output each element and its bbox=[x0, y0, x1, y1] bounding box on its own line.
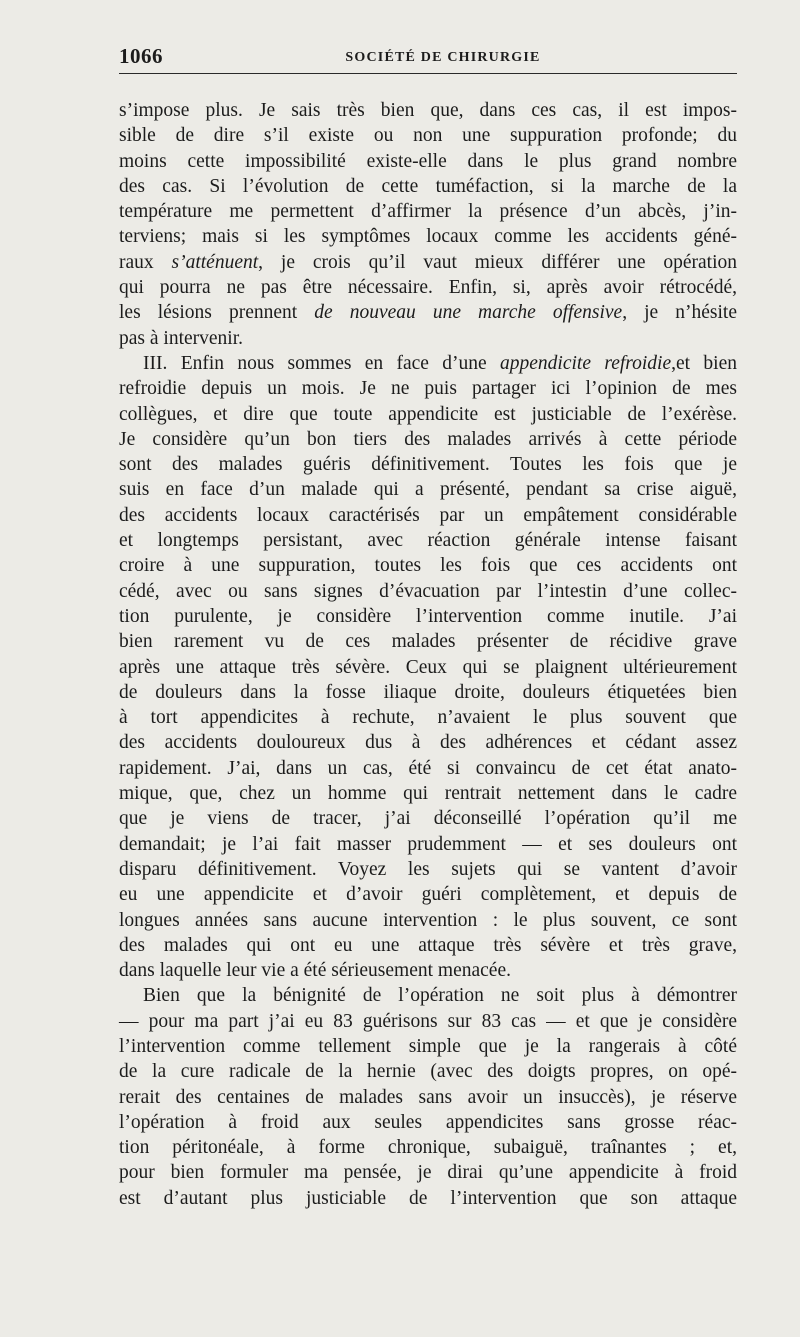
text-line bbox=[119, 1009, 737, 1034]
text-line bbox=[119, 579, 737, 604]
italic-run: appendicite refroidie bbox=[500, 352, 672, 374]
text-run: de douleurs dans la fosse iliaque droite, douleurs étiquetées bien bbox=[119, 681, 737, 703]
italic-run: de nouveau une marche offensive bbox=[314, 302, 623, 324]
text-run: est d’autant plus justiciable de l’intervention que son attaque bbox=[119, 1187, 737, 1209]
text-run: III. Enfin nous sommes en face d’une bbox=[143, 352, 501, 374]
text-line bbox=[119, 832, 737, 857]
text-run: pour bien formuler ma pensée, je dirai qu’une appendicite à froid bbox=[119, 1162, 737, 1184]
text-run: tion péritonéale, à forme chronique, subaiguë, traînantes ; et, bbox=[119, 1137, 737, 1159]
text-line bbox=[119, 174, 737, 199]
text-run: demandait; je l’ai fait masser prudemment — et ses douleurs ont bbox=[119, 833, 737, 855]
text-run: suis en face d’un malade qui a présenté, pendant sa crise aiguë, bbox=[119, 479, 737, 501]
text-run: bien rarement vu de ces malades présenter de récidive grave bbox=[119, 631, 737, 653]
text-run: l’opération à froid aux seules appendicites sans grosse réac- bbox=[119, 1111, 737, 1133]
text-line bbox=[119, 908, 737, 933]
text-line bbox=[119, 199, 737, 224]
text-run: température me permettent d’affirmer la présence d’un abcès, j’in- bbox=[119, 201, 737, 223]
text-line bbox=[119, 958, 737, 983]
text-run: rerait des centaines de malades sans avoir un insuccès), je réserve bbox=[119, 1086, 737, 1108]
text-line bbox=[119, 351, 737, 376]
text-run: tion purulente, je considère l’intervention comme inutile. J’ai bbox=[119, 605, 737, 627]
text-line bbox=[119, 326, 737, 351]
text-line bbox=[119, 655, 737, 680]
text-run: sible de dire s’il existe ou non une suppuration profonde; du bbox=[119, 125, 737, 147]
text-line bbox=[119, 756, 737, 781]
text-run: des cas. Si l’évolution de cette tuméfaction, si la marche de la bbox=[119, 175, 737, 197]
text-line bbox=[119, 1186, 737, 1211]
text-line bbox=[119, 300, 737, 325]
body-text bbox=[119, 98, 737, 1211]
text-line bbox=[119, 427, 737, 452]
text-line bbox=[119, 149, 737, 174]
text-run: moins cette impossibilité existe-elle dans le plus grand nombre bbox=[119, 150, 737, 172]
text-line bbox=[119, 1059, 737, 1084]
text-line bbox=[119, 123, 737, 148]
text-run: les lésions prennent bbox=[119, 302, 315, 324]
text-line bbox=[119, 781, 737, 806]
text-run: ,et bien bbox=[671, 352, 737, 374]
text-line bbox=[119, 1110, 737, 1135]
text-run: eu une appendicite et d’avoir guéri complètement, et depuis de bbox=[119, 884, 737, 906]
text-line bbox=[119, 857, 737, 882]
text-run: des malades qui ont eu une attaque très sévère et très grave, bbox=[119, 934, 737, 956]
text-run: de la cure radicale de la hernie (avec des doigts propres, on opé- bbox=[119, 1061, 737, 1083]
text-run: que je viens de tracer, j’ai déconseillé l’opération qu’il me bbox=[119, 808, 737, 830]
text-line bbox=[119, 933, 737, 958]
text-run: longues années sans aucune intervention : le plus souvent, ce sont bbox=[119, 909, 737, 931]
text-line bbox=[119, 503, 737, 528]
text-run: Je considère qu’un bon tiers des malades arrivés à cette période bbox=[119, 428, 737, 450]
text-run: — pour ma part j’ai eu 83 guérisons sur 83 cas — et que je considère bbox=[119, 1010, 737, 1032]
text-run: collègues, et dire que toute appendicite est justiciable de l’exérèse. bbox=[119, 403, 737, 425]
text-line bbox=[119, 402, 737, 427]
text-run: des accidents locaux caractérisés par un empâtement considérable bbox=[119, 504, 737, 526]
text-run: des accidents douloureux dus à des adhérences et cédant assez bbox=[119, 732, 737, 754]
text-line bbox=[119, 604, 737, 629]
text-line bbox=[119, 275, 737, 300]
running-title: SOCIÉTÉ DE CHIRURGIE bbox=[345, 50, 541, 65]
text-line bbox=[119, 882, 737, 907]
italic-run: s’atténuent bbox=[171, 251, 259, 273]
text-run: rapidement. J’ai, dans un cas, été si convaincu de cet état anato- bbox=[119, 757, 737, 779]
text-line bbox=[119, 553, 737, 578]
text-line bbox=[119, 806, 737, 831]
text-line bbox=[119, 477, 737, 502]
text-run: cédé, avec ou sans signes d’évacuation par l’intestin d’une collec- bbox=[119, 580, 737, 602]
text-line bbox=[119, 1034, 737, 1059]
text-line bbox=[119, 1160, 737, 1185]
text-line bbox=[119, 1135, 737, 1160]
text-line bbox=[119, 730, 737, 755]
text-run: sont des malades guéris définitivement. Toutes les fois que je bbox=[119, 454, 737, 476]
text-line bbox=[119, 376, 737, 401]
text-line bbox=[119, 528, 737, 553]
text-run: mique, que, chez un homme qui rentrait nettement dans le cadre bbox=[119, 783, 737, 805]
text-run: , je n’hésite bbox=[622, 302, 737, 324]
text-run: croire à une suppuration, toutes les fois que ces accidents ont bbox=[119, 555, 737, 577]
text-run: à tort appendicites à rechute, n’avaient le plus souvent que bbox=[119, 707, 737, 729]
text-run: après une attaque très sévère. Ceux qui se plaignent ultérieurement bbox=[119, 656, 737, 678]
text-line bbox=[119, 629, 737, 654]
text-run: et longtemps persistant, avec réaction générale intense faisant bbox=[119, 530, 737, 552]
text-run: terviens; mais si les symptômes locaux comme les accidents géné- bbox=[119, 226, 737, 248]
text-run: disparu définitivement. Voyez les sujets qui se vantent d’avoir bbox=[119, 858, 737, 880]
text-line bbox=[119, 1085, 737, 1110]
text-run: raux bbox=[119, 251, 172, 273]
text-line bbox=[119, 452, 737, 477]
text-line bbox=[119, 224, 737, 249]
text-run: dans laquelle leur vie a été sérieusement menacée. bbox=[119, 960, 511, 982]
page-number: 1066 bbox=[119, 44, 163, 68]
text-run: Bien que la bénignité de l’opération ne soit plus à démontrer bbox=[143, 985, 737, 1007]
text-line bbox=[119, 250, 737, 275]
text-line bbox=[119, 680, 737, 705]
text-line bbox=[119, 98, 737, 123]
text-line bbox=[119, 983, 737, 1008]
text-run: l’intervention comme tellement simple que je la rangerais à côté bbox=[119, 1035, 737, 1057]
text-run: pas à intervenir. bbox=[119, 327, 243, 349]
text-run: s’impose plus. Je sais très bien que, dans ces cas, il est impos- bbox=[119, 100, 737, 121]
text-run: qui pourra ne pas être nécessaire. Enfin, si, après avoir rétrocédé, bbox=[119, 277, 737, 299]
text-run: refroidie depuis un mois. Je ne puis partager ici l’opinion de mes bbox=[119, 378, 737, 400]
text-line bbox=[119, 705, 737, 730]
header-rule bbox=[119, 73, 737, 74]
page-header bbox=[119, 40, 737, 76]
text-run: , je crois qu’il vaut mieux différer une opération bbox=[258, 251, 737, 273]
